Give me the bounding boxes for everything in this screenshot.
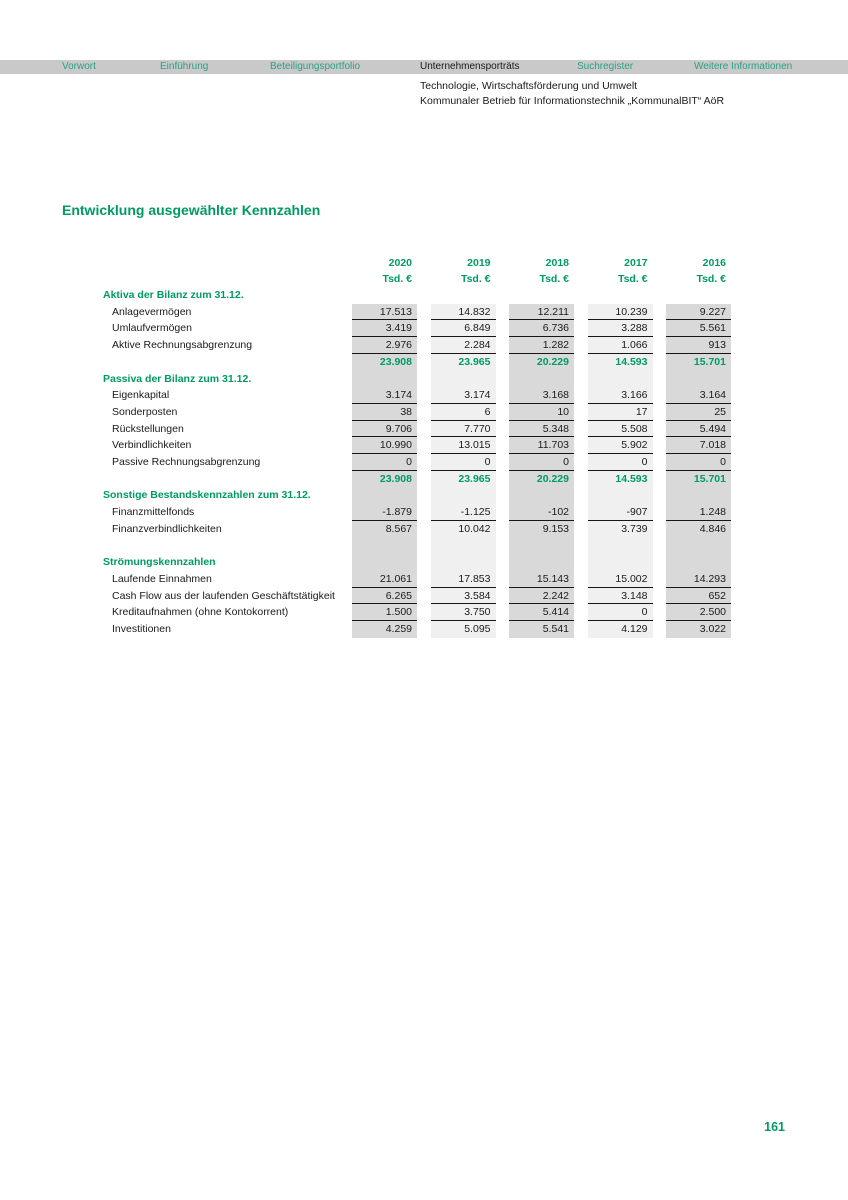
table-cell-investitionen-2018: 5.541 bbox=[542, 623, 569, 635]
table-cell-investitionen-2016: 3.022 bbox=[699, 623, 726, 635]
ressort-line: Technologie, Wirtschaftsförderung und Umwelt bbox=[420, 80, 638, 92]
nav-item-einführung[interactable]: Einführung bbox=[160, 61, 209, 72]
table-cell-kreditaufnahmen-ohne-kontokorrent-2018: 5.414 bbox=[509, 604, 574, 621]
table-cell-verbindlichkeiten-2016: 7.018 bbox=[666, 437, 731, 454]
table-cell-cash-flow-aus-der-laufenden-geschäftstätigkeit-2019: 3.584 bbox=[431, 588, 496, 605]
row-label-finanzmittelfonds: Finanzmittelfonds bbox=[112, 506, 195, 519]
table-cell-laufende-einnahmen-2016: 14.293 bbox=[666, 571, 731, 588]
column-header-year-2019: 2019 bbox=[467, 257, 491, 269]
nav-item-vorwort[interactable]: Vorwort bbox=[62, 61, 96, 72]
company-name-line: Kommunaler Betrieb für Informationstechnik „KommunalBIT“ AöR bbox=[420, 95, 725, 107]
table-cell-laufende-einnahmen-2017: 15.002 bbox=[588, 571, 653, 588]
table-cell-sonderposten-2020: 38 bbox=[352, 404, 417, 421]
table-cell-eigenkapital-2020: 3.174 bbox=[352, 387, 417, 404]
table-cell-summe-2020: 23.908 bbox=[379, 355, 412, 368]
row-label-eigenkapital: Eigenkapital bbox=[112, 389, 170, 402]
table-cell-passive-rechnungsabgrenzung-2016: 0 bbox=[666, 454, 731, 471]
table-cell-aktive-rechnungsabgrenzung-2017: 1.066 bbox=[588, 337, 653, 354]
row-label-investitionen: Investitionen bbox=[112, 623, 171, 635]
table-cell-sonderposten-2019: 6 bbox=[431, 404, 496, 421]
table-cell-sonderposten-2017: 17 bbox=[588, 404, 653, 421]
row-label-rückstellungen: Rückstellungen bbox=[112, 422, 184, 435]
table-cell-aktive-rechnungsabgrenzung-2016: 913 bbox=[666, 337, 731, 354]
table-cell-verbindlichkeiten-2020: 10.990 bbox=[352, 437, 417, 454]
table-cell-summe-2019: 23.965 bbox=[458, 355, 491, 368]
table-cell-summe-2019: 23.965 bbox=[458, 472, 491, 485]
table-cell-umlaufvermögen-2018: 6.736 bbox=[509, 320, 574, 337]
table-cell-anlagevermögen-2018: 12.211 bbox=[509, 304, 574, 321]
column-header-unit-2016: Tsd. € bbox=[696, 272, 726, 285]
column-header-unit-2018: Tsd. € bbox=[539, 272, 569, 285]
table-cell-sonderposten-2016: 25 bbox=[666, 404, 731, 421]
table-cell-umlaufvermögen-2016: 5.561 bbox=[666, 320, 731, 337]
table-cell-cash-flow-aus-der-laufenden-geschäftstätigkeit-2017: 3.148 bbox=[588, 588, 653, 605]
table-cell-finanzverbindlichkeiten-2016: 4.846 bbox=[699, 522, 726, 535]
table-cell-passive-rechnungsabgrenzung-2020: 0 bbox=[352, 454, 417, 471]
table-cell-rückstellungen-2020: 9.706 bbox=[352, 421, 417, 438]
section-heading-passiva-der-bilanz-zum-31-12: Passiva der Bilanz zum 31.12. bbox=[103, 372, 252, 385]
table-cell-rückstellungen-2018: 5.348 bbox=[509, 421, 574, 438]
table-cell-anlagevermögen-2020: 17.513 bbox=[352, 304, 417, 321]
table-cell-summe-2020: 23.908 bbox=[379, 472, 412, 485]
table-cell-kreditaufnahmen-ohne-kontokorrent-2020: 1.500 bbox=[352, 604, 417, 621]
table-cell-verbindlichkeiten-2019: 13.015 bbox=[431, 437, 496, 454]
table-cell-summe-2016: 15.701 bbox=[693, 355, 726, 368]
table-cell-finanzverbindlichkeiten-2020: 8.567 bbox=[385, 522, 412, 535]
page-number: 161 bbox=[764, 1120, 785, 1134]
row-label-cash-flow-aus-der-laufenden-geschäftstätigkeit: Cash Flow aus der laufenden Geschäftstätigkeit bbox=[112, 589, 335, 602]
table-cell-investitionen-2020: 4.259 bbox=[385, 623, 412, 635]
section-heading-aktiva-der-bilanz-zum-31-12: Aktiva der Bilanz zum 31.12. bbox=[103, 289, 244, 301]
table-cell-summe-2016: 15.701 bbox=[693, 472, 726, 485]
table-cell-eigenkapital-2018: 3.168 bbox=[509, 387, 574, 404]
row-label-umlaufvermögen: Umlaufvermögen bbox=[112, 322, 192, 335]
row-label-sonderposten: Sonderposten bbox=[112, 405, 178, 418]
row-label-verbindlichkeiten: Verbindlichkeiten bbox=[112, 439, 192, 452]
table-cell-summe-2018: 20.229 bbox=[536, 355, 569, 368]
section-heading-sonstige-bestandskennzahlen-zum-31-12: Sonstige Bestandskennzahlen zum 31.12. bbox=[103, 489, 311, 502]
table-cell-eigenkapital-2016: 3.164 bbox=[666, 387, 731, 404]
table-cell-umlaufvermögen-2019: 6.849 bbox=[431, 320, 496, 337]
table-cell-eigenkapital-2019: 3.174 bbox=[431, 387, 496, 404]
table-cell-aktive-rechnungsabgrenzung-2018: 1.282 bbox=[509, 337, 574, 354]
table-cell-cash-flow-aus-der-laufenden-geschäftstätigkeit-2018: 2.242 bbox=[509, 588, 574, 605]
nav-item-suchregister[interactable]: Suchregister bbox=[577, 61, 634, 72]
row-label-laufende-einnahmen: Laufende Einnahmen bbox=[112, 572, 212, 585]
table-cell-finanzverbindlichkeiten-2017: 3.739 bbox=[621, 522, 648, 535]
table-cell-finanzmittelfonds-2020: -1.879 bbox=[352, 504, 417, 521]
section-heading-strömungskennzahlen: Strömungskennzahlen bbox=[103, 556, 216, 569]
table-cell-finanzverbindlichkeiten-2019: 10.042 bbox=[458, 522, 491, 535]
table-cell-finanzverbindlichkeiten-2018: 9.153 bbox=[542, 522, 569, 535]
table-cell-anlagevermögen-2017: 10.239 bbox=[588, 304, 653, 321]
table-cell-kreditaufnahmen-ohne-kontokorrent-2016: 2.500 bbox=[666, 604, 731, 621]
column-header-year-2020: 2020 bbox=[388, 257, 412, 269]
table-cell-rückstellungen-2019: 7.770 bbox=[431, 421, 496, 438]
table-cell-cash-flow-aus-der-laufenden-geschäftstätigkeit-2020: 6.265 bbox=[352, 588, 417, 605]
row-label-passive-rechnungsabgrenzung: Passive Rechnungsabgrenzung bbox=[112, 456, 261, 468]
table-cell-verbindlichkeiten-2018: 11.703 bbox=[509, 437, 574, 454]
table-cell-summe-2018: 20.229 bbox=[536, 472, 569, 485]
table-cell-finanzmittelfonds-2016: 1.248 bbox=[666, 504, 731, 521]
table-cell-laufende-einnahmen-2019: 17.853 bbox=[431, 571, 496, 588]
table-cell-anlagevermögen-2019: 14.832 bbox=[431, 304, 496, 321]
table-cell-finanzmittelfonds-2019: -1.125 bbox=[431, 504, 496, 521]
table-cell-summe-2017: 14.593 bbox=[615, 355, 648, 368]
table-cell-summe-2017: 14.593 bbox=[615, 472, 648, 485]
table-cell-kreditaufnahmen-ohne-kontokorrent-2019: 3.750 bbox=[431, 604, 496, 621]
table-cell-eigenkapital-2017: 3.166 bbox=[588, 387, 653, 404]
column-header-year-2018: 2018 bbox=[545, 257, 569, 269]
nav-item-beteiligungsportfolio[interactable]: Beteiligungsportfolio bbox=[270, 61, 361, 72]
table-cell-finanzmittelfonds-2018: -102 bbox=[509, 504, 574, 521]
table-cell-finanzmittelfonds-2017: -907 bbox=[588, 504, 653, 521]
row-label-anlagevermögen: Anlagevermögen bbox=[112, 305, 192, 318]
table-cell-kreditaufnahmen-ohne-kontokorrent-2017: 0 bbox=[588, 604, 653, 621]
table-cell-umlaufvermögen-2020: 3.419 bbox=[352, 320, 417, 337]
row-label-aktive-rechnungsabgrenzung: Aktive Rechnungsabgrenzung bbox=[112, 339, 253, 352]
column-header-unit-2020: Tsd. € bbox=[382, 272, 412, 285]
nav-item-weitere-informationen[interactable]: Weitere Informationen bbox=[694, 61, 793, 72]
table-cell-aktive-rechnungsabgrenzung-2019: 2.284 bbox=[431, 337, 496, 354]
table-cell-umlaufvermögen-2017: 3.288 bbox=[588, 320, 653, 337]
row-label-finanzverbindlichkeiten: Finanzverbindlichkeiten bbox=[112, 522, 222, 535]
table-cell-laufende-einnahmen-2020: 21.061 bbox=[352, 571, 417, 588]
column-header-year-2017: 2017 bbox=[624, 257, 648, 269]
table-cell-investitionen-2019: 5.095 bbox=[464, 623, 491, 635]
table-cell-aktive-rechnungsabgrenzung-2020: 2.976 bbox=[352, 337, 417, 354]
table-cell-sonderposten-2018: 10 bbox=[509, 404, 574, 421]
table-cell-rückstellungen-2016: 5.494 bbox=[666, 421, 731, 438]
table-cell-passive-rechnungsabgrenzung-2017: 0 bbox=[588, 454, 653, 471]
table-cell-passive-rechnungsabgrenzung-2018: 0 bbox=[509, 454, 574, 471]
page-title: Entwicklung ausgewählter Kennzahlen bbox=[62, 202, 321, 218]
column-header-year-2016: 2016 bbox=[702, 257, 726, 269]
table-cell-rückstellungen-2017: 5.508 bbox=[588, 421, 653, 438]
table-cell-passive-rechnungsabgrenzung-2019: 0 bbox=[431, 454, 496, 471]
table-cell-cash-flow-aus-der-laufenden-geschäftstätigkeit-2016: 652 bbox=[666, 588, 731, 605]
nav-item-unternehmensporträts[interactable]: Unternehmensporträts bbox=[420, 61, 520, 72]
column-header-unit-2017: Tsd. € bbox=[617, 272, 648, 285]
table-cell-anlagevermögen-2016: 9.227 bbox=[666, 304, 731, 321]
table-cell-investitionen-2017: 4.129 bbox=[621, 623, 648, 635]
row-label-kreditaufnahmen-ohne-kontokorrent: Kreditaufnahmen (ohne Kontokorrent) bbox=[112, 606, 289, 619]
column-header-unit-2019: Tsd. € bbox=[460, 272, 491, 285]
table-cell-laufende-einnahmen-2018: 15.143 bbox=[509, 571, 574, 588]
table-cell-verbindlichkeiten-2017: 5.902 bbox=[588, 437, 653, 454]
